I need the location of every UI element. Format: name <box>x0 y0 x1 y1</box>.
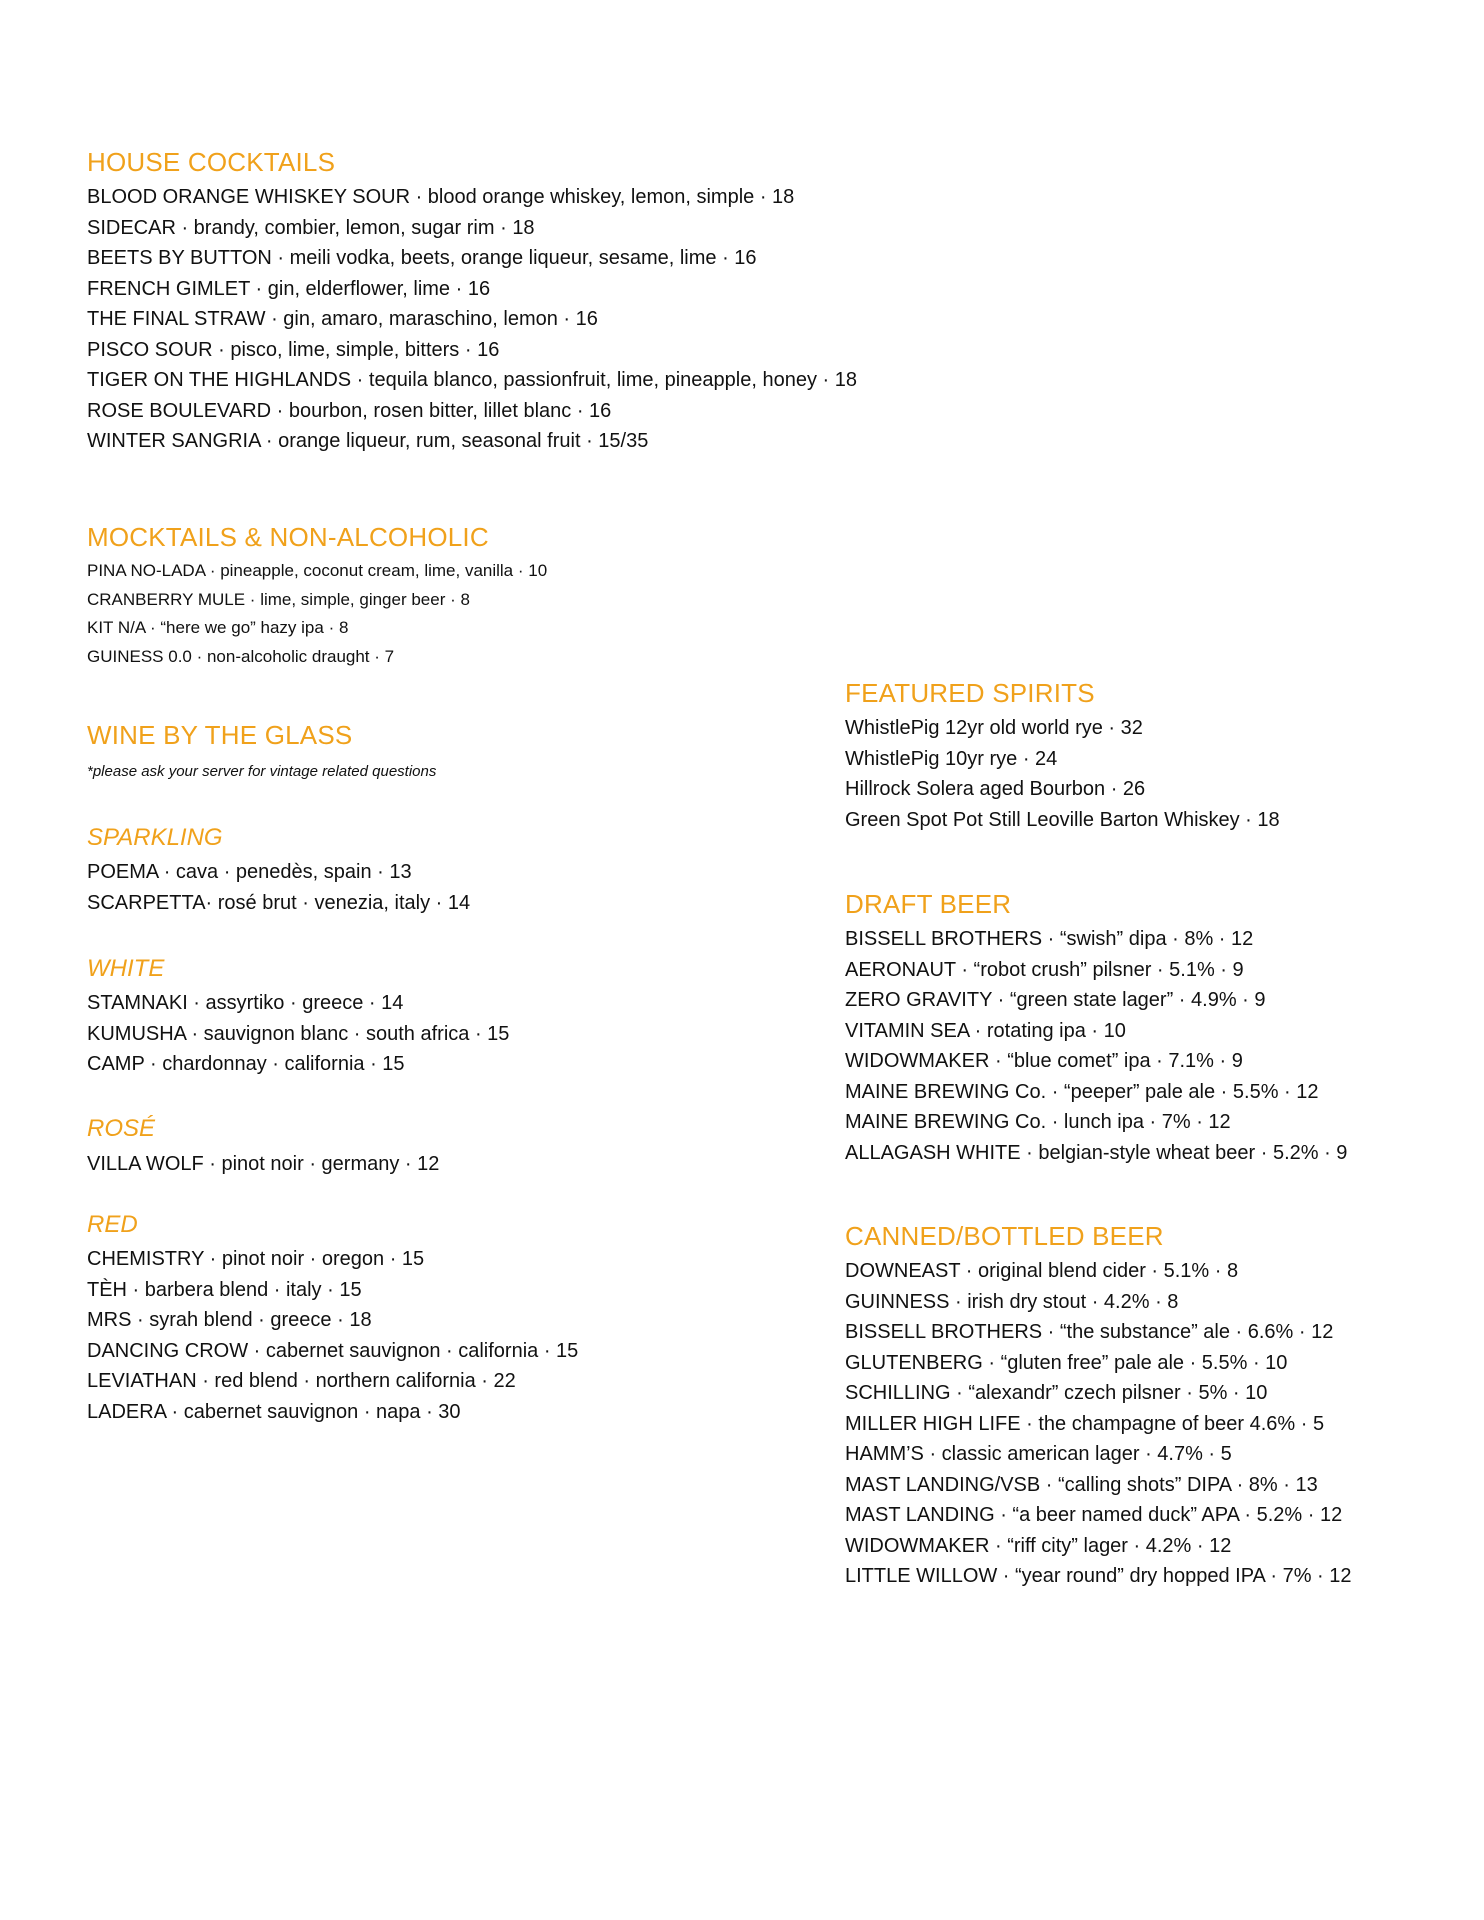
white-heading: WHITE <box>87 955 165 982</box>
list-item: GLUTENBERG · “gluten free” pale ale · 5.5% · 10 <box>845 1351 1288 1374</box>
list-item: ZERO GRAVITY · “green state lager” · 4.9% · 9 <box>845 989 1266 1011</box>
list-item: PISCO SOUR · pisco, lime, simple, bitters · 16 <box>87 338 500 361</box>
list-item: CRANBERRY MULE · lime, simple, ginger beer · 8 <box>87 589 470 609</box>
list-item: WhistlePig 10yr rye · 24 <box>845 747 1058 770</box>
mocktails-list <box>87 557 547 671</box>
list-item: MAST LANDING · “a beer named duck” APA · 5.2% · 12 <box>845 1504 1343 1526</box>
mocktails-heading: MOCKTAILS & NON-ALCOHOLIC <box>87 522 489 552</box>
list-item: PINA NO-LADA · pineapple, coconut cream, lime, vanilla · 10 <box>87 561 548 580</box>
rose-heading: ROSÉ <box>87 1115 156 1142</box>
house-cocktails-list <box>87 182 857 457</box>
list-item: WINTER SANGRIA · orange liqueur, rum, seasonal fruit · 15/35 <box>87 430 649 452</box>
list-item: GUINNESS · irish dry stout · 4.2% · 8 <box>845 1290 1179 1313</box>
list-item: MAINE BREWING Co. · lunch ipa · 7% · 12 <box>845 1111 1231 1133</box>
list-item: AERONAUT · “robot crush” pilsner · 5.1% · 9 <box>845 958 1244 981</box>
list-item: WIDOWMAKER · “riff city” lager · 4.2% · 12 <box>845 1534 1232 1557</box>
list-item: SIDECAR · brandy, combier, lemon, sugar rim · 18 <box>87 216 535 239</box>
draft-beer-list <box>845 924 1347 1168</box>
list-item: GUINESS 0.0 · non-alcoholic draught · 7 <box>87 646 395 666</box>
featured-spirits-list <box>845 713 1280 835</box>
list-item: MILLER HIGH LIFE · the champagne of beer 4.6% · 5 <box>845 1412 1325 1435</box>
white-list <box>87 988 509 1080</box>
list-item: CHEMISTRY · pinot noir · oregon · 15 <box>87 1248 425 1270</box>
list-item: TÈH · barbera blend · italy · 15 <box>87 1278 362 1301</box>
list-item: SCHILLING · “alexandr” czech pilsner · 5% · 10 <box>845 1382 1268 1404</box>
list-item: CAMP · chardonnay · california · 15 <box>87 1053 405 1075</box>
list-item: STAMNAKI · assyrtiko · greece · 14 <box>87 992 404 1014</box>
house-cocktails-heading: HOUSE COCKTAILS <box>87 147 336 177</box>
list-item: BISSELL BROTHERS · “the substance” ale · 6.6% · 12 <box>845 1321 1334 1343</box>
list-item: WhistlePig 12yr old world rye · 32 <box>845 717 1143 739</box>
list-item: MRS · syrah blend · greece · 18 <box>87 1309 372 1331</box>
list-item: MAST LANDING/VSB · “calling shots” DIPA · 8% · 13 <box>845 1473 1318 1496</box>
wine-heading: WINE BY THE GLASS <box>87 720 353 750</box>
list-item: SCARPETTA· rosé brut · venezia, italy · 14 <box>87 891 471 914</box>
list-item: Green Spot Pot Still Leoville Barton Whiskey · 18 <box>845 808 1280 831</box>
vintage-note: *please ask your server for vintage related questions <box>87 763 437 780</box>
list-item: BISSELL BROTHERS · “swish” dipa · 8% · 12 <box>845 928 1254 950</box>
red-list <box>87 1244 578 1427</box>
list-item: POEMA · cava · penedès, spain · 13 <box>87 861 412 883</box>
list-item: Hillrock Solera aged Bourbon · 26 <box>845 778 1146 800</box>
list-item: LEVIATHAN · red blend · northern california · 22 <box>87 1370 516 1392</box>
sparkling-heading: SPARKLING <box>87 824 223 851</box>
list-item: ROSE BOULEVARD · bourbon, rosen bitter, lillet blanc · 16 <box>87 399 612 422</box>
list-item: TIGER ON THE HIGHLANDS · tequila blanco, passionfruit, lime, pineapple, honey · 18 <box>87 369 857 391</box>
draft-beer-heading: DRAFT BEER <box>845 889 1012 919</box>
list-item: HAMM’S · classic american lager · 4.7% · 5 <box>845 1443 1232 1465</box>
list-item: DANCING CROW · cabernet sauvignon · california · 15 <box>87 1339 579 1362</box>
sparkling-list <box>87 857 470 918</box>
list-item: LITTLE WILLOW · “year round” dry hopped IPA · 7% · 12 <box>845 1565 1352 1587</box>
list-item: BEETS BY BUTTON · meili vodka, beets, orange liqueur, sesame, lime · 16 <box>87 247 757 269</box>
list-item: THE FINAL STRAW · gin, amaro, maraschino, lemon · 16 <box>87 308 598 330</box>
list-item: FRENCH GIMLET · gin, elderflower, lime · 16 <box>87 277 491 300</box>
red-heading: RED <box>87 1211 138 1238</box>
list-item: VITAMIN SEA · rotating ipa · 10 <box>845 1019 1126 1042</box>
list-item: LADERA · cabernet sauvignon · napa · 30 <box>87 1400 461 1423</box>
list-item: BLOOD ORANGE WHISKEY SOUR · blood orange whiskey, lemon, simple · 18 <box>87 186 795 208</box>
list-item: KIT N/A · “here we go” hazy ipa · 8 <box>87 618 349 637</box>
list-item: DOWNEAST · original blend cider · 5.1% · 8 <box>845 1260 1239 1282</box>
list-item: ALLAGASH WHITE · belgian-style wheat beer · 5.2% · 9 <box>845 1141 1348 1164</box>
canned-beer-heading: CANNED/BOTTLED BEER <box>845 1221 1164 1251</box>
list-item: VILLA WOLF · pinot noir · germany · 12 <box>87 1153 440 1175</box>
list-item: WIDOWMAKER · “blue comet” ipa · 7.1% · 9 <box>845 1050 1243 1072</box>
list-item: KUMUSHA · sauvignon blanc · south africa · 15 <box>87 1022 510 1045</box>
featured-spirits-heading: FEATURED SPIRITS <box>845 678 1095 708</box>
list-item: MAINE BREWING Co. · “peeper” pale ale · 5.5% · 12 <box>845 1080 1319 1103</box>
rose-list <box>87 1149 439 1180</box>
canned-beer-list <box>845 1256 1352 1592</box>
